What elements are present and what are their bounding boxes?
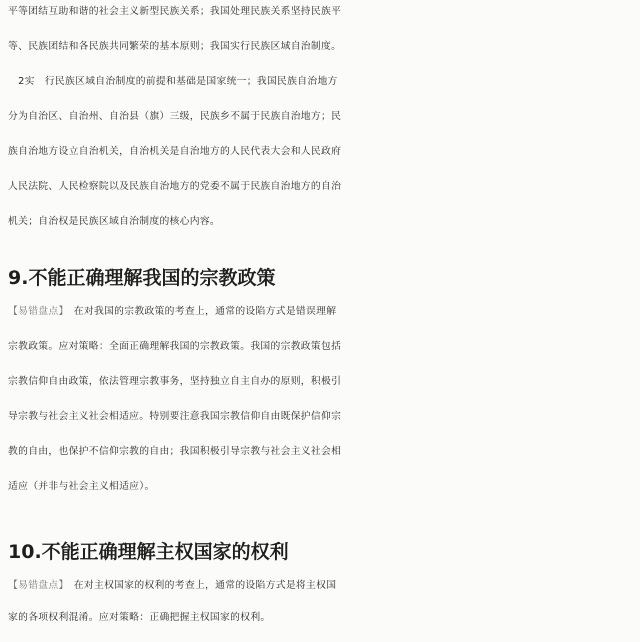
section-9-line-1 — [8, 297, 632, 327]
section-10-line-1-text: 在对主权国家的权利的考查上，通常的设陷方式是将主权国 — [63, 580, 337, 591]
section-10-line-2: 家的各项权利混淆。应对策略：正确把握主权国家的权利。 — [8, 612, 271, 623]
paragraph-2-line-1: 2实 行民族区域自治制度的前提和基础是国家统一；我国民族自治地方 — [8, 76, 338, 87]
section-9-line-2: 宗教政策。应对策略：全面正确理解我国的宗教政策。我国的宗教政策包括 — [8, 341, 342, 352]
paragraph-2-line-2: 分为自治区、自治州、自治县（旗）三级，民族乡不属于民族自治地方；民 — [8, 111, 342, 122]
section-10-heading: 10.不能正确理解主权国家的权利 — [8, 541, 289, 563]
paragraph-2-line-5: 机关；自治权是民族区域自治制度的核心内容。 — [8, 216, 221, 227]
section-9-tag: 【易错盘点】 — [8, 306, 64, 317]
section-9-line-6: 适应（并非与社会主义相适应）。 — [8, 481, 155, 492]
section-9-line-3: 宗教信仰自由政策，依法管理宗教事务，坚持独立自主自办的原则，积极引 — [8, 376, 342, 387]
paragraph-1-line-2: 等、民族团结和各民族共同繁荣的基本原则；我国实行民族区域自治制度。 — [8, 41, 342, 52]
paragraph-2-line-4: 人民法院、人民检察院以及民族自治地方的党委不属于民族自治地方的自治 — [8, 181, 342, 192]
section-9-line-1-text: 在对我国的宗教政策的考查上，通常的设陷方式是错误理解 — [63, 306, 337, 317]
paragraph-2-line-3: 族自治地方设立自治机关，自治机关是自治地方的人民代表大会和人民政府 — [8, 146, 342, 157]
section-9-line-5: 教的自由，也保护不信仰宗教的自由；我国积极引导宗教与社会主义社会相 — [8, 446, 342, 457]
paragraph-1-line-1: 平等团结互助和谐的社会主义新型民族关系；我国处理民族关系坚持民族平 — [8, 6, 342, 17]
section-9-line-4: 导宗教与社会主义社会相适应。特别要注意我国宗教信仰自由既保护信仰宗 — [8, 411, 342, 422]
section-10-line-1 — [8, 571, 632, 601]
section-9-heading: 9.不能正确理解我国的宗教政策 — [8, 267, 276, 289]
section-10-tag: 【易错盘点】 — [8, 580, 64, 591]
